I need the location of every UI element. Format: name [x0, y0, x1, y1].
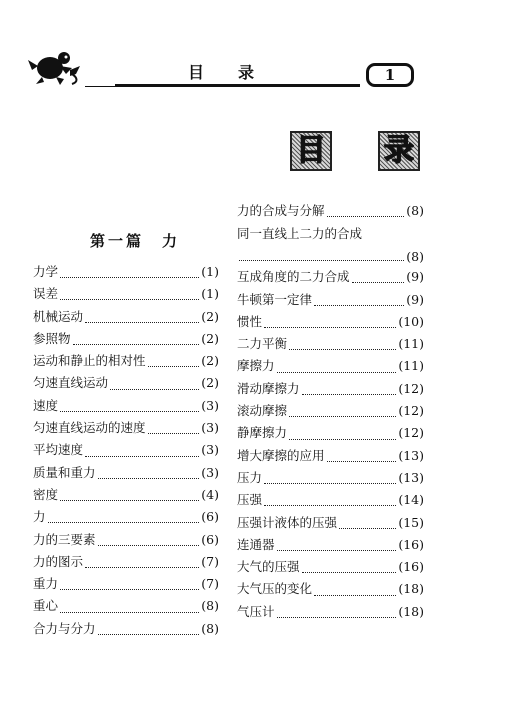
toc-leader-dots: [327, 454, 397, 462]
toc-entry: [237, 468, 424, 490]
toc-entry: [33, 418, 219, 440]
toc-entry: [33, 485, 219, 507]
toc-entry-title: 连通器: [237, 536, 275, 552]
toc-entry: [237, 446, 424, 468]
toc-leader-dots: [60, 582, 199, 590]
toc-entry-page: (2): [201, 353, 219, 369]
toc-entry-page: (10): [398, 313, 424, 329]
toc-entry-title: 力的合成与分解: [237, 203, 325, 218]
toc-leader-dots: [60, 605, 199, 613]
toc-entry-title: 同一直线上二力的合成: [237, 226, 363, 242]
toc-leader-dots: [327, 209, 405, 217]
toc-entry-title: 参照物: [33, 330, 71, 346]
toc-entry-page: (3): [201, 442, 219, 458]
toc-leader-dots: [48, 515, 200, 523]
toc-entry: [33, 463, 219, 485]
toc-entry: [237, 513, 424, 535]
toc-entry: [237, 290, 424, 312]
toc-entry-title: 匀速直线运动: [33, 375, 109, 391]
toc-entry-page: (1): [201, 286, 219, 302]
toc-entry: [33, 619, 219, 641]
toc-entry-title: 二力平衡: [237, 336, 288, 352]
toc-leader-dots: [148, 426, 200, 434]
toc-entry-title: 力的图示: [33, 553, 84, 569]
toc-leader-dots: [314, 588, 396, 596]
toc-entry-page: (2): [201, 330, 219, 346]
toc-leader-dots: [98, 471, 200, 479]
header-rule-thin: [85, 86, 115, 87]
toc-leader-dots: [85, 315, 199, 323]
toc-entry: [33, 396, 219, 418]
mascot-logo-icon: [26, 46, 82, 86]
toc-entry: [237, 223, 424, 267]
toc-entry-page: (8): [406, 203, 424, 218]
toc-entry-page: (11): [398, 358, 424, 374]
toc-leader-dots: [98, 538, 200, 546]
toc-entry-page: (15): [398, 514, 424, 530]
toc-entry-page: (8): [406, 248, 424, 264]
toc-entry-page: (18): [398, 581, 424, 597]
toc-leader-dots: [60, 270, 199, 278]
toc-entry: [33, 507, 219, 529]
toc-entry: [237, 602, 424, 624]
toc-leader-dots: [289, 409, 396, 417]
toc-entry: [237, 379, 424, 401]
toc-entry-title: 大气的压强: [237, 559, 300, 575]
toc-leader-dots: [239, 253, 404, 261]
toc-entry: [33, 351, 219, 373]
toc-entry-title: 惯性: [237, 313, 263, 329]
toc-entry: [33, 329, 219, 351]
toc-entry: [237, 356, 424, 378]
toc-leader-dots: [277, 543, 397, 551]
toc-leader-dots: [85, 560, 199, 568]
toc-entry-title: 质量和重力: [33, 464, 96, 480]
toc-entry-title: 力的三要素: [33, 531, 96, 547]
toc-entry: [33, 440, 219, 462]
toc-entry-title: 机械运动: [33, 308, 84, 324]
toc-entry-title: 运动和静止的相对性: [33, 353, 146, 369]
toc-entry-title: 密度: [33, 486, 59, 502]
toc-leader-dots: [277, 365, 397, 373]
header-rule: [115, 84, 360, 87]
toc-entry: [237, 423, 424, 445]
toc-entry-page: (8): [201, 598, 219, 614]
toc-entry-page: (12): [398, 380, 424, 396]
toc-entry: [33, 552, 219, 574]
toc-entry-page: (3): [201, 464, 219, 480]
toc-entry-page: (9): [406, 269, 424, 285]
toc-leader-dots: [314, 298, 404, 306]
toc-entry-page: (18): [398, 603, 424, 619]
toc-entry-title: 牛顿第一定律: [237, 291, 313, 307]
toc-leader-dots: [302, 387, 397, 395]
toc-entry: [33, 262, 219, 284]
toc-entry: [237, 557, 424, 579]
big-title-char-1: 目: [290, 131, 332, 171]
toc-leader-dots: [60, 493, 199, 501]
toc-entry-page: (6): [201, 509, 219, 525]
toc-entry-page: (3): [201, 420, 219, 436]
header-title: [188, 60, 254, 83]
header-title-char-2: 录: [238, 63, 255, 82]
toc-entry-page: (8): [201, 620, 219, 636]
toc-entry-title: 平均速度: [33, 442, 84, 458]
toc-leader-dots: [264, 498, 396, 506]
section-title: 第一篇 力: [90, 232, 181, 250]
toc-entry: [237, 490, 424, 512]
toc-entry-title: 力: [33, 509, 46, 525]
toc-entry: [33, 284, 219, 306]
big-title-char-2: 录: [378, 131, 420, 171]
toc-entry-page: (2): [201, 308, 219, 324]
toc-entry-title: 压强计液体的压强: [237, 514, 338, 530]
toc-entry-title: 匀速直线运动的速度: [33, 420, 146, 436]
toc-entry-page: (13): [398, 447, 424, 463]
toc-entry-page: (16): [398, 559, 424, 575]
toc-leader-dots: [85, 449, 199, 457]
toc-leader-dots: [264, 476, 396, 484]
toc-entry-page: (9): [406, 291, 424, 307]
toc-entry-page: (12): [398, 403, 424, 419]
toc-entry-title: 互成角度的二力合成: [237, 269, 350, 285]
toc-entry-title: 摩擦力: [237, 358, 275, 374]
toc-entry-title: 合力与分力: [33, 620, 96, 636]
toc-leader-dots: [352, 275, 405, 283]
toc-entry: [33, 574, 219, 596]
toc-leader-dots: [73, 337, 200, 345]
toc-entry-page: (11): [398, 336, 424, 352]
toc-leader-dots: [60, 292, 199, 300]
toc-entry-title: 重力: [33, 576, 59, 592]
toc-entry-title: 静摩擦力: [237, 425, 288, 441]
toc-entry: [33, 307, 219, 329]
toc-leader-dots: [110, 382, 199, 390]
toc-entry-page: (4): [201, 486, 219, 502]
toc-leader-dots: [339, 521, 396, 529]
toc-entry-title: 误差: [33, 286, 59, 302]
toc-entry: [33, 530, 219, 552]
toc-entry-title: 气压计: [237, 603, 275, 619]
toc-entry-title: 增大摩擦的应用: [237, 447, 325, 463]
toc-entry: [237, 579, 424, 601]
toc-entry: [237, 267, 424, 289]
toc-entry-title: 压强: [237, 492, 263, 508]
toc-leader-dots: [98, 627, 200, 635]
toc-entry-page: (2): [201, 375, 219, 391]
toc-leader-dots: [148, 359, 200, 367]
toc-entry: [237, 312, 424, 334]
toc-entry-page: (13): [398, 469, 424, 485]
toc-leader-dots: [302, 565, 397, 573]
toc-entry-title: 速度: [33, 397, 59, 413]
toc-right-column: [237, 201, 424, 624]
toc-entry-title: 重心: [33, 598, 59, 614]
toc-leader-dots: [289, 342, 396, 350]
toc-leader-dots: [264, 320, 396, 328]
toc-entry-page: (7): [201, 553, 219, 569]
toc-entry: [237, 535, 424, 557]
toc-entry: [237, 334, 424, 356]
toc-leader-dots: [277, 610, 397, 618]
page-number-badge: 1: [366, 63, 414, 87]
toc-entry-title: 压力: [237, 469, 263, 485]
toc-left-column: [33, 262, 219, 641]
toc-entry: [237, 201, 424, 223]
toc-entry-title: 滚动摩擦: [237, 403, 288, 419]
toc-entry: [33, 373, 219, 395]
toc-entry-title: 力学: [33, 264, 59, 279]
toc-leader-dots: [289, 432, 396, 440]
header-title-char-1: 目: [188, 63, 205, 82]
toc-entry: [33, 596, 219, 618]
toc-entry-title: 大气压的变化: [237, 581, 313, 597]
toc-entry: [237, 401, 424, 423]
toc-entry-page: (16): [398, 536, 424, 552]
toc-entry-page: (1): [201, 264, 219, 279]
toc-leader-dots: [60, 404, 199, 412]
page-header: [0, 0, 505, 110]
toc-entry-page: (14): [398, 492, 424, 508]
toc-entry-page: (12): [398, 425, 424, 441]
toc-entry-page: (6): [201, 531, 219, 547]
toc-entry-page: (7): [201, 576, 219, 592]
toc-entry-title: 滑动摩擦力: [237, 380, 300, 396]
toc-entry-page: (3): [201, 397, 219, 413]
